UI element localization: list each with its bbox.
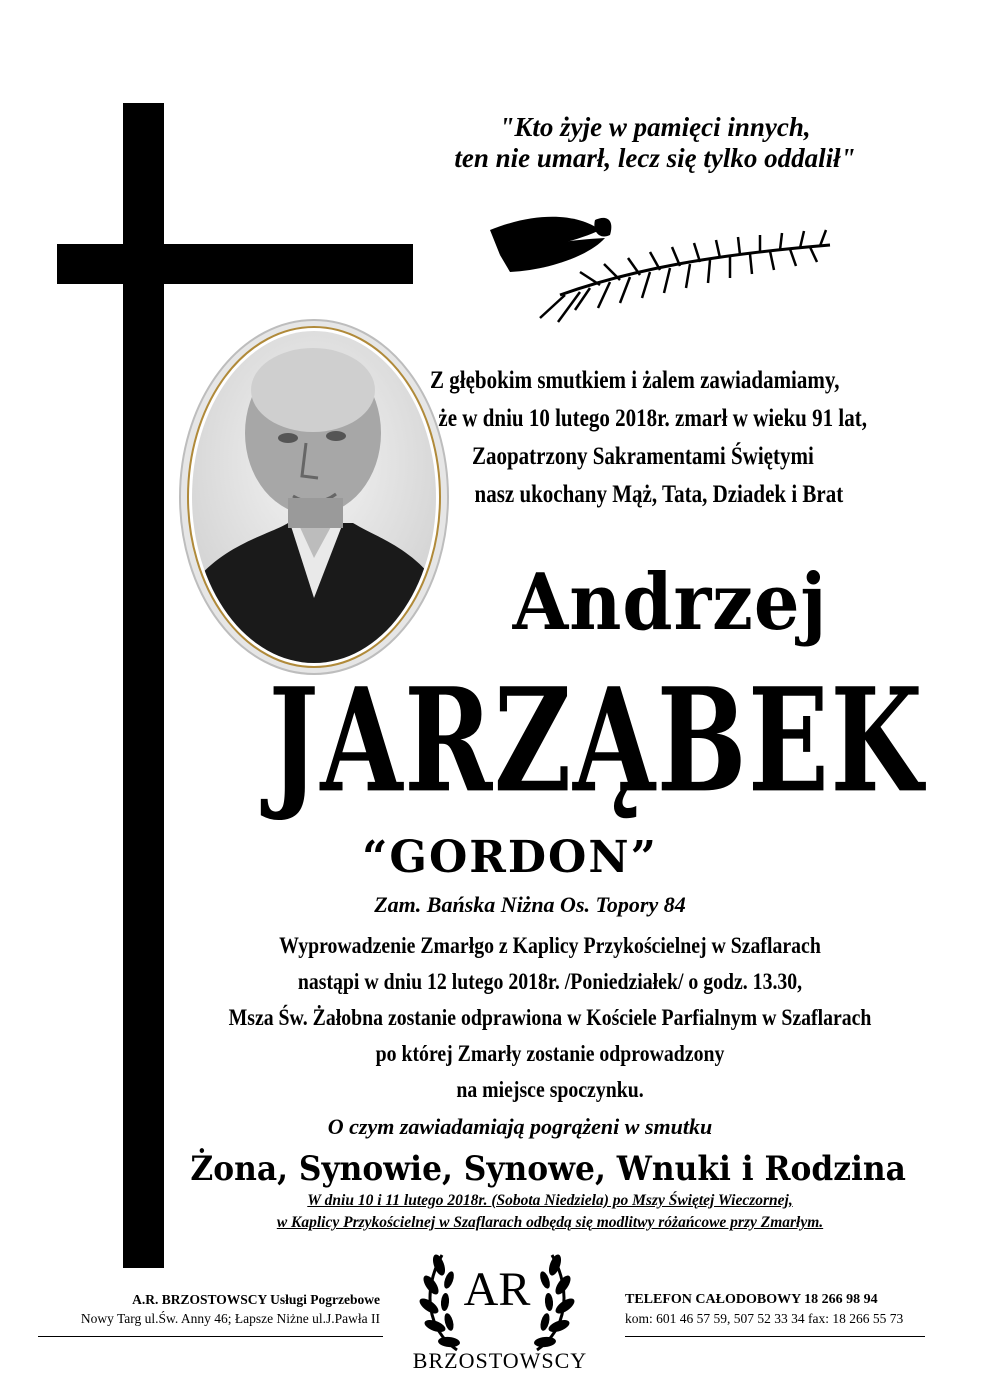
prayer-line-1: W dniu 10 i 11 lutego 2018r. (Sobota Niedziela) po Mszy Świętej Wieczornej,: [307, 1192, 793, 1209]
deceased-nickname: “GORDON”: [362, 832, 658, 883]
prayer-line-2: w Kaplicy Przykościelnej w Szaflarach odbędą się modlitwy różańcowe przy Zmarłym.: [276, 1214, 824, 1231]
deceased-photo: [178, 318, 450, 676]
intro-line-1: Z głębokim smutkiem i żalem zawiadamiamy,: [430, 367, 840, 394]
footer-contact: [625, 1290, 965, 1328]
quote-line-1: "Kto żyje w pamięci innych,: [499, 112, 811, 142]
deceased-first-name: Andrzej: [512, 557, 828, 648]
cross-icon-horizontal: [57, 244, 413, 284]
deceased-address: Zam. Bańska Niżna Os. Topory 84: [374, 892, 686, 917]
palm-branch-icon: [480, 200, 840, 330]
intro-line-3: Zaopatrzony Sakramentami Świętymi: [472, 443, 814, 470]
funeral-line-4: po której Zmarły zostanie odprowadzony: [375, 1041, 725, 1066]
contact-numbers: kom: 601 46 57 59, 507 52 33 34 fax: 18 266 55 73: [625, 1311, 904, 1326]
announce-line: O czym zawiadamiają pogrążeni w smutku: [327, 1114, 713, 1139]
footer-company: [30, 1290, 380, 1328]
prayer-note: [150, 1190, 950, 1234]
phone-24h: TELEFON CAŁODOBOWY 18 266 98 94: [625, 1292, 878, 1307]
company-locations: Nowy Targ ul.Św. Anny 46; Łapsze Niżne ul.J.Pawła II: [80, 1311, 380, 1326]
funeral-line-5: na miejsce spoczynku.: [456, 1077, 644, 1102]
intro-line-4: nasz ukochany Mąż, Tata, Dziadek i Brat: [474, 481, 844, 508]
logo-initials: AR: [463, 1263, 531, 1316]
intro-text: [430, 362, 867, 514]
logo-name: BRZOSTOWSCY: [412, 1348, 588, 1373]
funeral-details: [150, 928, 950, 1108]
intro-line-2: że w dniu 10 lutego 2018r. zmarł w wieku 91 lat,: [438, 405, 867, 432]
funeral-line-2: nastąpi w dniu 12 lutego 2018r. /Poniedziałek/ o godz. 13.30,: [297, 969, 803, 994]
company-name: A.R. BRZOSTOWSCY Usługi Pogrzebowe: [132, 1292, 380, 1307]
quote-line-2: ten nie umarł, lecz się tylko oddalił": [454, 143, 856, 173]
footer-divider-right: [625, 1336, 925, 1337]
deceased-surname: JARZĄBEK: [268, 657, 925, 825]
footer-divider-left: [38, 1336, 383, 1337]
memorial-quote: [385, 112, 925, 174]
family-line: Żona, Synowie, Synowe, Wnuki i Rodzina: [190, 1149, 906, 1189]
funeral-line-3: Msza Św. Żałobna zostanie odprawiona w Kościele Parfialnym w Szaflarach: [228, 1005, 872, 1030]
funeral-line-1: Wyprowadzenie Zmarłgo z Kaplicy Przykościelnej w Szaflarach: [279, 933, 821, 958]
